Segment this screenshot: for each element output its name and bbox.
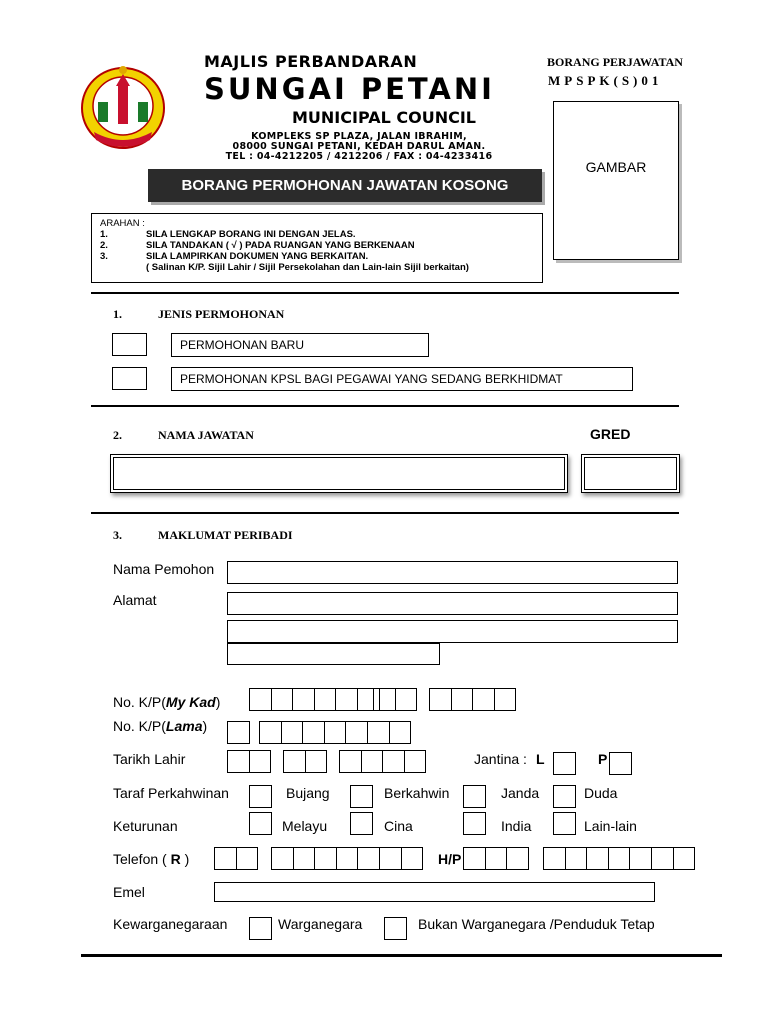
non-citizen-label: Bukan Warganegara /Penduduk Tetap [418,916,655,932]
gender-label: Jantina : [474,751,527,767]
instruction-note: ( Salinan K/P. Sijil Lahir / Sijil Persekolahan dan Lain-lain Sijil berkaitan) [146,262,469,273]
form-title-banner: BORANG PERMOHONAN JAWATAN KOSONG [148,169,542,202]
kpsl-application-checkbox[interactable] [112,367,147,390]
marital-single-checkbox[interactable] [249,785,272,808]
gender-male-checkbox[interactable] [553,752,576,775]
address-line: KOMPLEKS SP PLAZA, JALAN IBRAHIM, [251,131,467,142]
address-input-line1[interactable] [227,592,678,615]
section-divider [91,292,679,294]
section-divider [91,405,679,407]
address-input-line2[interactable] [227,620,678,643]
instruction-num: 1. [100,229,108,240]
address-line: 08000 SUNGAI PETANI, KEDAH DARUL AMAN. [232,141,486,152]
mobile-label: H/P [438,851,462,867]
form-code: MPSPK(S)01 [548,73,663,88]
instruction-num: 2. [100,240,108,251]
gender-male-label: L [536,751,545,767]
dob-year-cells[interactable] [339,750,425,773]
ic-old-label: No. K/P(Lama) [113,718,208,734]
org-address [204,132,514,162]
org-name-line3: MUNICIPAL COUNCIL [292,108,476,127]
photo-box[interactable] [553,101,679,260]
phone-number-cells[interactable] [271,847,422,870]
citizenship-label: Kewarganegaraan [113,916,228,932]
grade-input[interactable] [584,457,677,490]
marital-married-label: Berkahwin [384,785,450,801]
race-other-label: Lain-lain [584,818,637,834]
address-input-line3[interactable] [227,643,440,665]
non-citizen-checkbox[interactable] [384,917,407,940]
dob-day-cells[interactable] [227,750,270,773]
council-logo [80,62,166,152]
grade-label: GRED [590,426,631,442]
name-input[interactable] [227,561,678,584]
instruction-item [100,251,534,262]
new-application-checkbox[interactable] [112,333,147,356]
citizen-checkbox[interactable] [249,917,272,940]
race-chinese-checkbox[interactable] [350,812,373,835]
email-input[interactable] [214,882,655,902]
instruction-item [100,240,534,251]
marital-label: Taraf Perkahwinan [113,785,229,801]
race-label: Keturunan [113,818,178,834]
ic-old-cells[interactable] [259,721,410,744]
section2-number: 2. [113,428,122,442]
org-name-line2: SUNGAI PETANI [204,72,495,106]
gender-female-checkbox[interactable] [609,752,632,775]
race-other-checkbox[interactable] [553,812,576,835]
ic-mykad-cells-group1[interactable] [249,688,379,711]
mobile-number-cells[interactable] [543,847,694,870]
position-name-input[interactable] [113,457,565,490]
dob-month-cells[interactable] [283,750,326,773]
section3-title: MAKLUMAT PERIBADI [158,528,293,542]
instruction-text: SILA LAMPIRKAN DOKUMEN YANG BERKAITAN. [146,251,369,262]
race-indian-label: India [501,818,532,834]
instruction-note-row [100,262,534,273]
address-label: Alamat [113,592,157,608]
ic-mykad-label: No. K/P(My Kad) [113,694,221,710]
bottom-rule [81,954,722,957]
section1-title: JENIS PERMOHONAN [158,307,285,321]
instruction-num: 3. [100,251,108,262]
dob-label: Tarikh Lahir [113,751,186,767]
race-malay-checkbox[interactable] [249,812,272,835]
citizen-label: Warganegara [278,916,363,932]
form-label: BORANG PERJAWATAN [547,55,683,69]
instruction-text: SILA LENGKAP BORANG INI DENGAN JELAS. [146,229,356,240]
kpsl-application-option: PERMOHONAN KPSL BAGI PEGAWAI YANG SEDANG BERKHIDMAT [171,367,633,391]
ic-old-prefix-cell[interactable] [227,721,250,744]
photo-label: GAMBAR [585,159,647,175]
marital-married-checkbox[interactable] [350,785,373,808]
marital-single-label: Bujang [286,785,330,801]
race-indian-checkbox[interactable] [463,812,486,835]
address-line: TEL : 04-4212205 / 4212206 / FAX : 04-4233416 [225,151,493,162]
marital-widower-checkbox[interactable] [553,785,576,808]
section-divider [91,512,679,514]
phone-label: Telefon ( R ) [113,851,190,867]
email-label: Emel [113,884,145,900]
marital-widower-label: Duda [584,785,618,801]
ic-mykad-cells-group2[interactable] [373,688,416,711]
instruction-item [100,229,534,240]
section1-number: 1. [113,307,122,321]
instructions-box [91,213,543,283]
instruction-text: SILA TANDAKAN ( √ ) PADA RUANGAN YANG BERKENAAN [146,240,415,251]
new-application-option: PERMOHONAN BARU [171,333,429,357]
section3-number: 3. [113,528,122,542]
gender-female-label: P [598,751,608,767]
name-label: Nama Pemohon [113,561,215,577]
phone-area-cells[interactable] [214,847,257,870]
marital-widow-label: Janda [501,785,540,801]
ic-mykad-cells-group3[interactable] [429,688,515,711]
org-name-line1: MAJLIS PERBANDARAN [204,52,418,71]
section2-title: NAMA JAWATAN [158,428,254,442]
race-malay-label: Melayu [282,818,328,834]
race-chinese-label: Cina [384,818,413,834]
instructions-title: ARAHAN : [100,218,145,229]
mobile-prefix-cells[interactable] [463,847,528,870]
marital-widow-checkbox[interactable] [463,785,486,808]
